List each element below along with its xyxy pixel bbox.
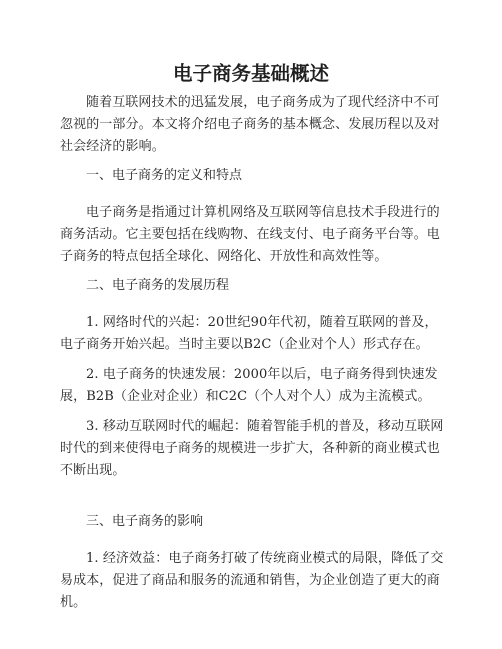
section-heading-definition: 一、电子商务的定义和特点 bbox=[86, 168, 243, 183]
history-item-2: 2. 电子商务的快速发展：2000年以后，电子商务得到快速发展，B2B（企业对企业）和C2C（个人对个人）成为主流模式。 bbox=[60, 367, 438, 404]
impact-item-1: 1. 经济效益：电子商务打破了传统商业模式的局限，降低了交易成本，促进了商品和服务的流通和销售，为企业创造了更大的商机。 bbox=[60, 551, 444, 610]
history-item-1: 1. 网络时代的兴起：20世纪90年代初，随着互联网的普及，电子商务开始兴起。当时主要以B2C（企业对个人）形式存在。 bbox=[60, 315, 438, 352]
definition-paragraph: 电子商务是指通过计算机网络及互联网等信息技术手段进行的商务活动。它主要包括在线购物、在线支付、电子商务平台等。电子商务的特点包括全球化、网络化、开放性和高效性等。 bbox=[60, 205, 440, 264]
section-heading-impact: 三、电子商务的影响 bbox=[86, 514, 204, 529]
history-item-3: 3. 移动互联网时代的崛起：随着智能手机的普及，移动互联网时代的到来使得电子商务的规模进一步扩大，各种新的商业模式也不断出现。 bbox=[60, 419, 444, 478]
section-heading-history: 二、电子商务的发展历程 bbox=[86, 278, 230, 293]
document-title: 电子商务基础概述 bbox=[172, 62, 329, 85]
intro-paragraph: 随着互联网技术的迅猛发展，电子商务成为了现代经济中不可忽视的一部分。本文将介绍电子商务的基本概念、发展历程以及对社会经济的影响。 bbox=[60, 95, 440, 154]
